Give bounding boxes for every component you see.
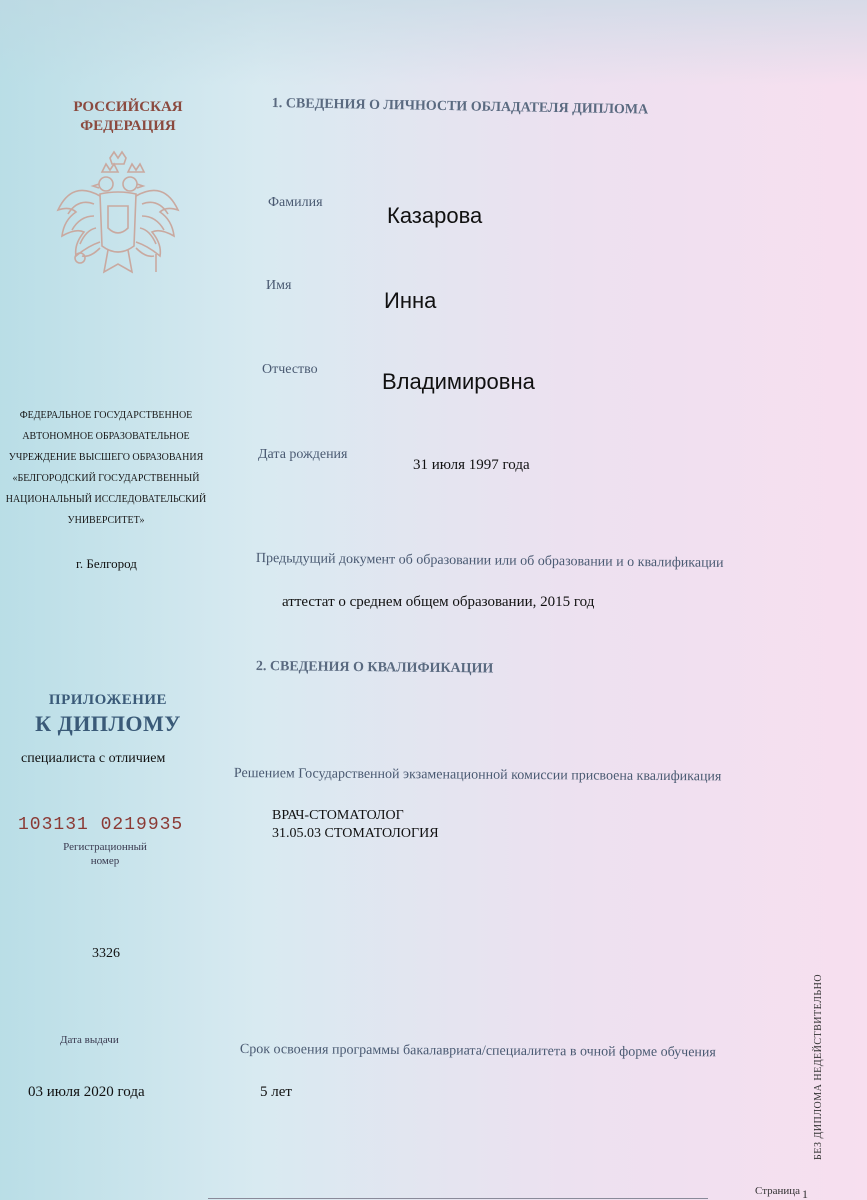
- footer-divider: [208, 1198, 708, 1199]
- surname-value: Казарова: [387, 203, 483, 228]
- appendix-line-2: К ДИПЛОМУ: [35, 711, 181, 736]
- appendix-title: [18, 692, 198, 737]
- institution-line: ФЕДЕРАЛЬНОЕ ГОСУДАРСТВЕННОЕ: [19, 410, 193, 421]
- registration-number: 103131 0219935: [18, 815, 184, 835]
- birth-date-value: 31 июля 1997 года: [413, 457, 530, 473]
- institution-line: УЧРЕЖДЕНИЕ ВЫСШЕГО ОБРАЗОВАНИЯ: [8, 452, 204, 463]
- institution-line: АВТОНОМНОЕ ОБРАЗОВАТЕЛЬНОЕ: [22, 431, 190, 442]
- page-label: Страница: [755, 1185, 801, 1197]
- registration-label: [50, 840, 160, 868]
- validity-note: БЕЗ ДИПЛОМА НЕДЕЙСТВИТЕЛЬНО: [813, 973, 824, 1160]
- institution-line: УНИВЕРСИТЕТ»: [67, 515, 145, 526]
- page-number: 1: [802, 1187, 808, 1200]
- issue-date-label: Дата выдачи: [60, 1034, 119, 1046]
- patronymic-value: Владимировна: [382, 369, 535, 394]
- appendix-line-1: ПРИЛОЖЕНИЕ: [48, 692, 168, 708]
- institution-line: НАЦИОНАЛЬНЫЙ ИССЛЕДОВАТЕЛЬСКИЙ: [5, 494, 207, 505]
- qualification-specialty: 31.05.03 СТОМАТОЛОГИЯ: [272, 826, 439, 841]
- qualification-title: ВРАЧ-СТОМАТОЛОГ: [272, 808, 404, 823]
- patronymic-label: Отчество: [262, 362, 318, 377]
- city: г. Белгород: [76, 556, 137, 571]
- duration-value: 5 лет: [260, 1084, 292, 1100]
- first-name-value: Инна: [384, 288, 437, 313]
- surname-label: Фамилия: [268, 195, 323, 210]
- previous-document-value: аттестат о среднем общем образовании, 2015 год: [282, 594, 595, 610]
- first-name-label: Имя: [266, 278, 292, 293]
- duration-label: Срок освоения программы бакалавриата/специалитета в очной форме обучения: [239, 1042, 716, 1061]
- institution-line: «БЕЛГОРОДСКИЙ ГОСУДАРСТВЕННЫЙ: [12, 473, 200, 484]
- registration-label-line-2: номер: [90, 855, 120, 867]
- country-line-1: РОССИЙСКАЯ: [73, 99, 183, 115]
- issue-date: 03 июля 2020 года: [28, 1084, 145, 1100]
- section-2-title: 2. СВЕДЕНИЯ О КВАЛИФИКАЦИИ: [255, 659, 494, 677]
- previous-document-label: Предыдущий документ об образовании или об образовании и о квалификации: [255, 551, 724, 571]
- coat-of-arms-icon: [50, 150, 185, 290]
- registration-label-line-1: Регистрационный: [63, 841, 147, 853]
- qualification-label: Решением Государственной экзаменационной комиссии присвоена квалификация: [233, 766, 722, 785]
- institution-name: [2, 405, 210, 531]
- country-line-2: ФЕДЕРАЦИЯ: [80, 118, 176, 134]
- form-number: 3326: [92, 946, 120, 961]
- country-header: [68, 98, 188, 136]
- top-scan-band: [0, 0, 867, 85]
- degree-type: специалиста с отличием: [21, 751, 166, 766]
- birth-date-label: Дата рождения: [258, 447, 348, 462]
- section-1-title: 1. СВЕДЕНИЯ О ЛИЧНОСТИ ОБЛАДАТЕЛЯ ДИПЛОМА: [271, 96, 649, 118]
